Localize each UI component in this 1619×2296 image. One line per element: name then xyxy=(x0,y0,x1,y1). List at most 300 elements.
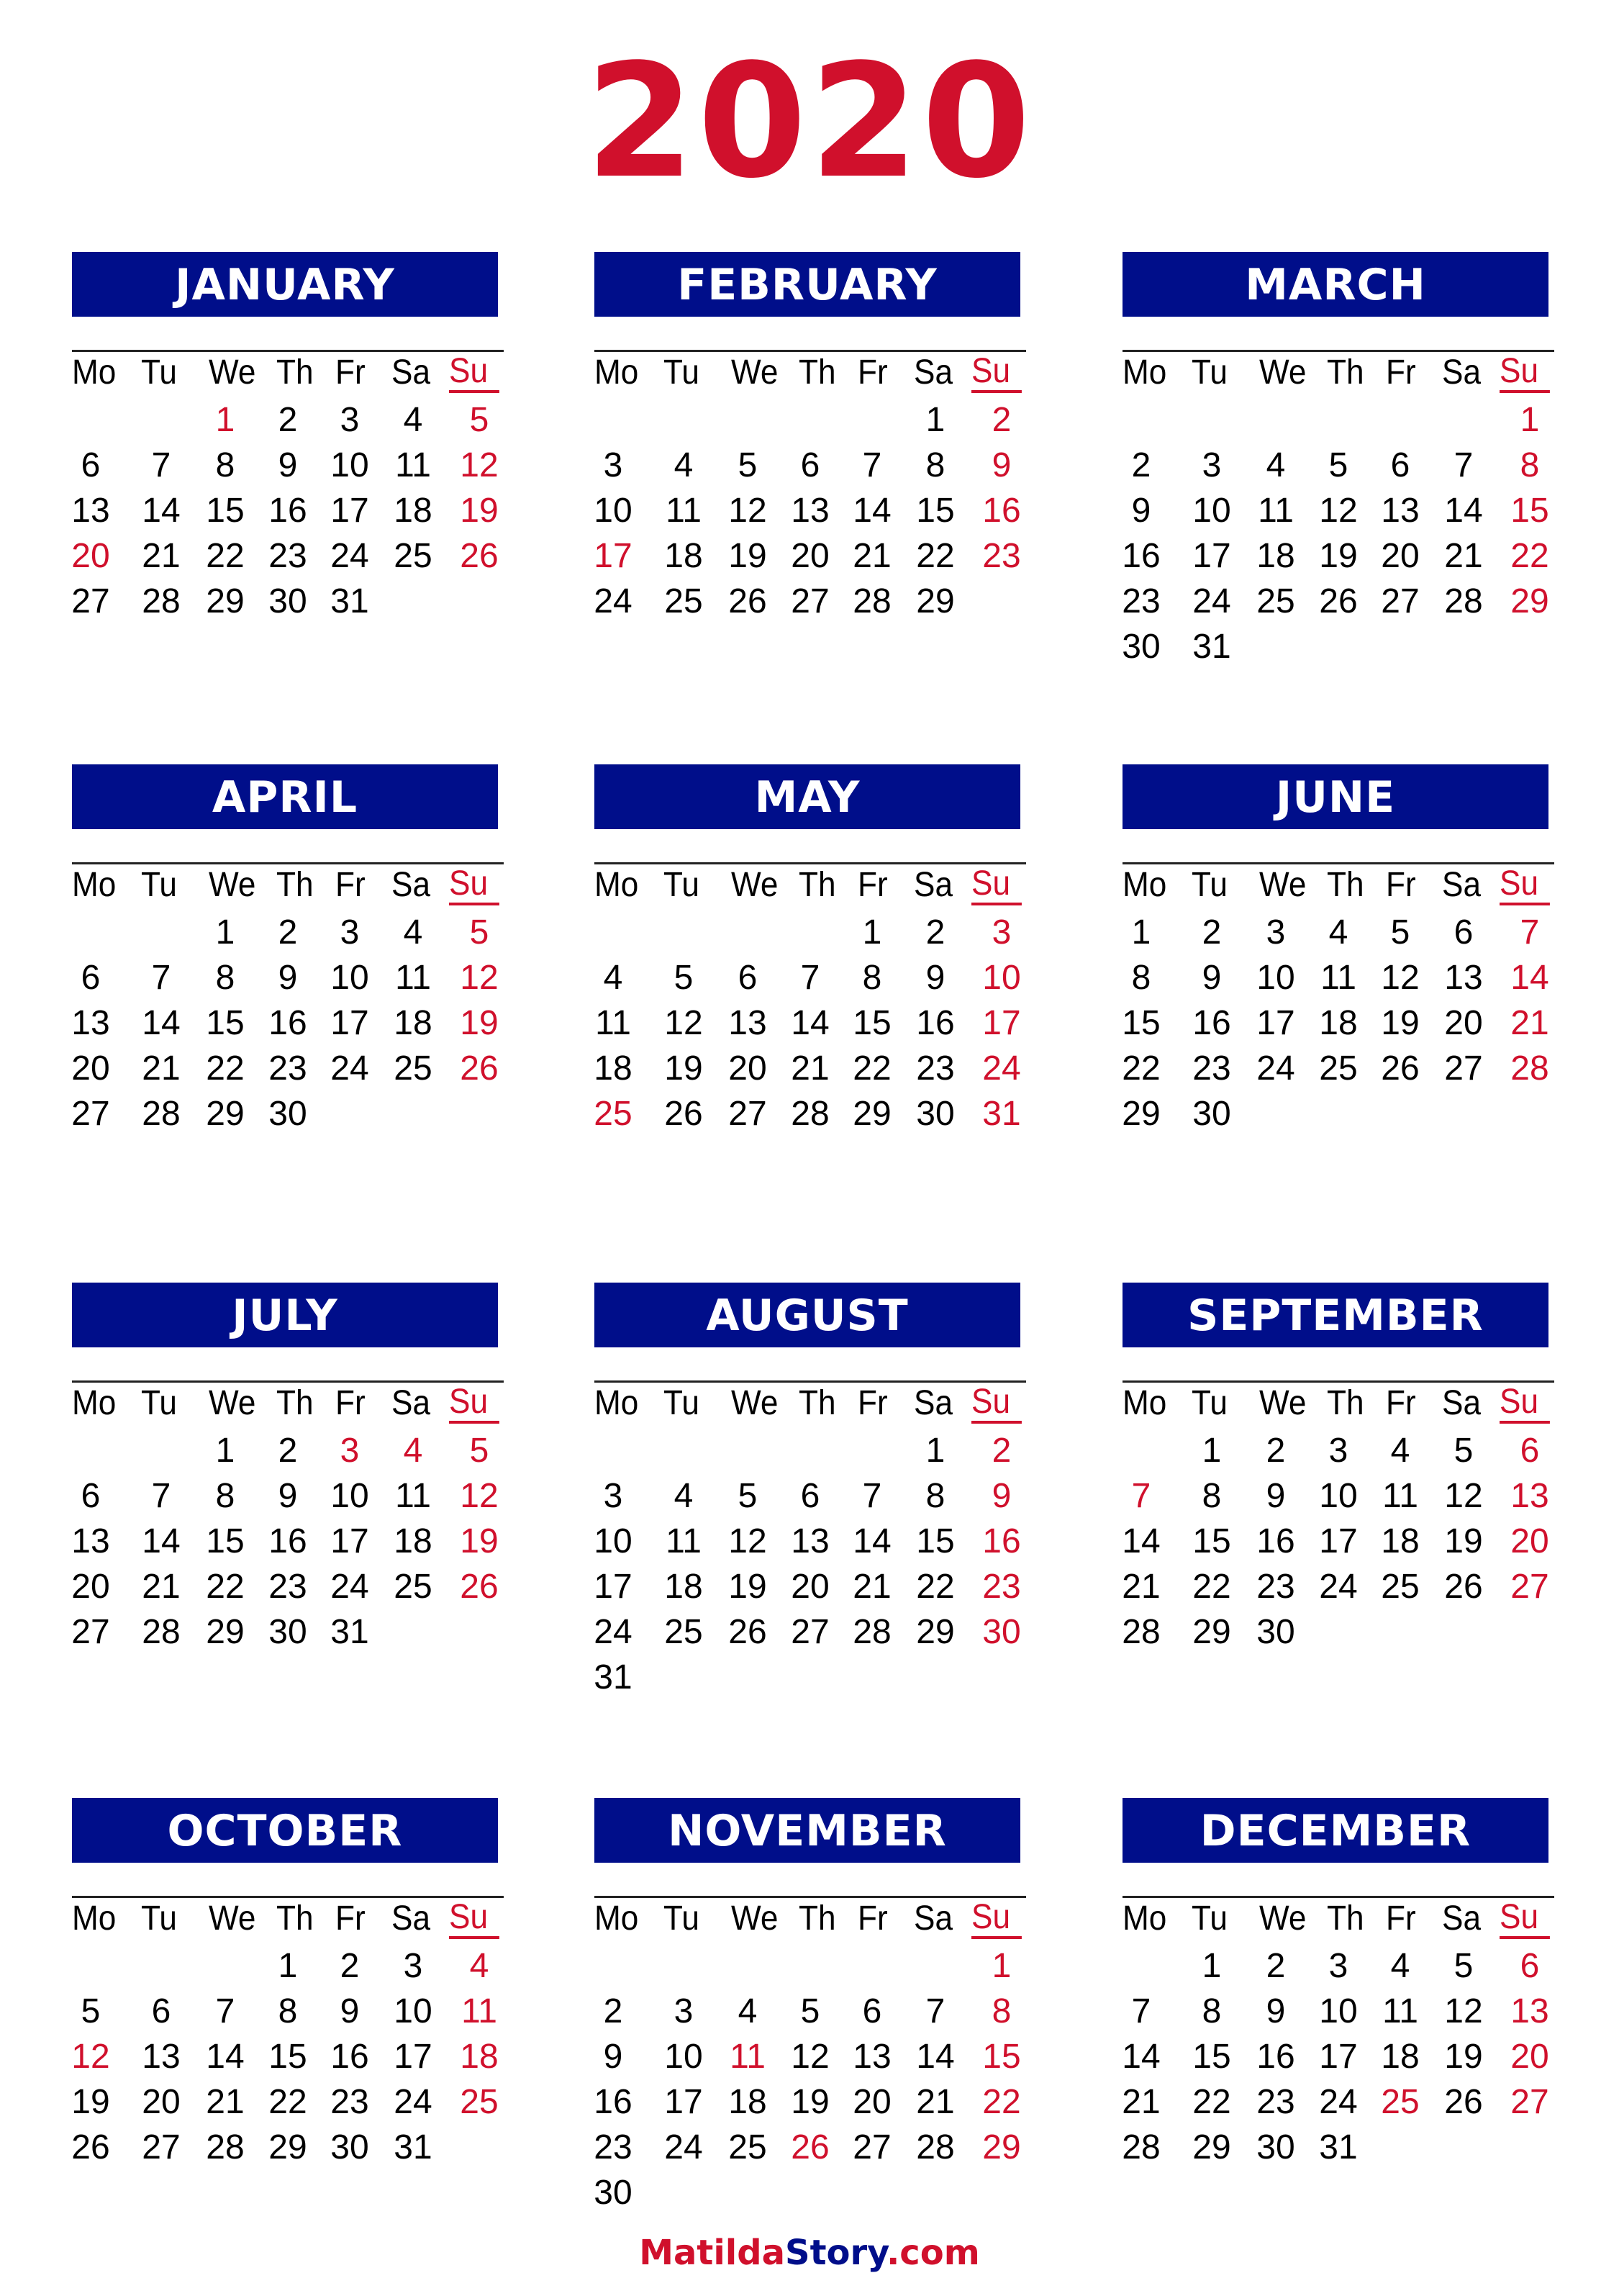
weekday-row xyxy=(594,1899,1026,1939)
week-row xyxy=(594,579,1026,624)
day-cell: 4 xyxy=(674,446,694,484)
day-cell: 30 xyxy=(1192,1095,1231,1133)
week-row xyxy=(72,1091,504,1136)
weekday-label: We xyxy=(731,1384,779,1422)
day-cell: 28 xyxy=(142,1613,181,1651)
day-cell: 19 xyxy=(728,537,767,575)
weekday-label: Sa xyxy=(391,353,431,392)
day-cell: 20 xyxy=(1444,1004,1483,1042)
weekday-label: We xyxy=(209,1899,256,1938)
day-cell: 18 xyxy=(664,537,703,575)
day-cell: 3 xyxy=(992,913,1012,952)
day-cell: 9 xyxy=(340,1992,360,2030)
day-cell: 11 xyxy=(395,446,431,484)
day-cell: 11 xyxy=(395,1477,431,1515)
day-cell: 29 xyxy=(982,2128,1021,2166)
day-cell: 21 xyxy=(853,1568,892,1606)
day-cell: 30 xyxy=(916,1095,955,1133)
weekday-label: Th xyxy=(799,1899,836,1938)
day-cell: 25 xyxy=(1381,2083,1420,2121)
day-cell: 13 xyxy=(728,1004,767,1042)
weekday-label: Tu xyxy=(663,1899,699,1938)
week-row xyxy=(1123,1519,1554,1564)
day-cell: 29 xyxy=(206,582,245,620)
day-cell: 3 xyxy=(603,446,623,484)
day-cell: 14 xyxy=(142,1004,181,1042)
weekday-label: Tu xyxy=(663,353,699,392)
day-cell: 21 xyxy=(853,537,892,575)
day-cell: 13 xyxy=(791,492,830,530)
day-cell: 29 xyxy=(268,2128,307,2166)
weekday-label: Su xyxy=(1500,353,1550,393)
month-november xyxy=(594,1798,1026,2266)
weekday-label: Tu xyxy=(141,353,177,392)
day-cell: 26 xyxy=(71,2128,110,2166)
day-cell: 4 xyxy=(403,401,423,439)
day-cell: 19 xyxy=(728,1568,767,1606)
footer-part-story: Story xyxy=(785,2233,887,2273)
week-row xyxy=(594,533,1026,579)
month-february xyxy=(594,252,1026,720)
day-cell: 17 xyxy=(394,2038,432,2076)
day-cell: 13 xyxy=(1510,1992,1549,2030)
day-cell: 18 xyxy=(664,1568,703,1606)
day-cell: 26 xyxy=(728,582,767,620)
day-cell: 22 xyxy=(916,537,955,575)
day-grid xyxy=(594,397,1026,624)
weekday-label: We xyxy=(209,866,256,904)
day-cell: 6 xyxy=(800,1477,820,1515)
weekday-label: Sa xyxy=(1442,353,1482,392)
day-cell: 1 xyxy=(925,1432,945,1470)
month-september xyxy=(1123,1283,1554,1750)
day-cell: 18 xyxy=(394,1522,432,1560)
day-cell: 8 xyxy=(925,1477,945,1515)
week-row xyxy=(72,1519,504,1564)
week-row xyxy=(72,1428,504,1473)
day-cell: 20 xyxy=(791,537,830,575)
day-cell: 9 xyxy=(278,1477,298,1515)
day-cell: 24 xyxy=(330,537,369,575)
header-rule xyxy=(72,1896,504,1898)
day-cell: 17 xyxy=(330,492,369,530)
day-cell: 13 xyxy=(71,1004,110,1042)
day-cell: 16 xyxy=(982,1522,1021,1560)
weekday-label: Su xyxy=(1500,865,1550,905)
day-cell: 23 xyxy=(916,1049,955,1088)
day-cell: 6 xyxy=(1390,446,1410,484)
day-cell: 18 xyxy=(594,1049,632,1088)
weekday-label: Th xyxy=(1327,353,1364,392)
day-cell: 27 xyxy=(1510,1568,1549,1606)
weekday-label: Mo xyxy=(72,1384,117,1422)
week-row xyxy=(1123,1000,1554,1046)
day-cell: 21 xyxy=(1122,1568,1161,1606)
day-cell: 23 xyxy=(1256,2083,1295,2121)
day-cell: 31 xyxy=(330,582,369,620)
day-cell: 19 xyxy=(460,1522,499,1560)
day-cell: 15 xyxy=(853,1004,892,1042)
weekday-label: Th xyxy=(276,1384,314,1422)
day-cell: 28 xyxy=(206,2128,245,2166)
day-cell: 13 xyxy=(142,2038,181,2076)
day-cell: 20 xyxy=(1510,2038,1549,2076)
day-cell: 22 xyxy=(206,1049,245,1088)
day-cell: 26 xyxy=(728,1613,767,1651)
weekday-label: Mo xyxy=(1123,1384,1167,1422)
day-cell: 29 xyxy=(916,582,955,620)
day-cell: 25 xyxy=(728,2128,767,2166)
day-cell: 3 xyxy=(340,913,360,952)
day-cell: 10 xyxy=(1192,492,1231,530)
week-row xyxy=(594,1428,1026,1473)
day-cell: 31 xyxy=(330,1613,369,1651)
weekday-label: Tu xyxy=(1192,1899,1228,1938)
week-row xyxy=(594,397,1026,443)
day-cell: 19 xyxy=(1444,1522,1483,1560)
day-cell: 15 xyxy=(268,2038,307,2076)
day-cell: 16 xyxy=(1256,2038,1295,2076)
day-cell: 15 xyxy=(982,2038,1021,2076)
day-cell: 17 xyxy=(664,2083,703,2121)
weekday-label: Th xyxy=(276,1899,314,1938)
weekday-label: Mo xyxy=(594,353,639,392)
day-cell: 14 xyxy=(1122,1522,1161,1560)
day-cell: 1 xyxy=(862,913,882,952)
weekday-row xyxy=(594,353,1026,393)
weekday-label: Tu xyxy=(141,1384,177,1422)
month-march xyxy=(1123,252,1554,720)
day-cell: 6 xyxy=(1520,1432,1540,1470)
weekday-label: Su xyxy=(449,1383,499,1424)
day-cell: 9 xyxy=(278,446,298,484)
day-cell: 6 xyxy=(738,959,758,997)
day-cell: 3 xyxy=(603,1477,623,1515)
week-row xyxy=(1123,579,1554,624)
day-cell: 31 xyxy=(1192,628,1231,666)
day-cell: 16 xyxy=(1122,537,1161,575)
header-rule xyxy=(1123,1896,1554,1898)
day-cell: 25 xyxy=(664,582,703,620)
month-header: JUNE xyxy=(1123,764,1548,829)
day-cell: 19 xyxy=(1444,2038,1483,2076)
day-cell: 20 xyxy=(71,1049,110,1088)
day-cell: 10 xyxy=(394,1992,432,2030)
day-cell: 16 xyxy=(330,2038,369,2076)
day-cell: 8 xyxy=(1520,446,1540,484)
weekday-label: Su xyxy=(1500,1383,1550,1424)
day-cell: 25 xyxy=(394,1568,432,1606)
day-cell: 9 xyxy=(992,446,1012,484)
day-cell: 13 xyxy=(71,492,110,530)
day-cell: 29 xyxy=(206,1095,245,1133)
day-cell: 24 xyxy=(982,1049,1021,1088)
week-row xyxy=(1123,955,1554,1000)
day-cell: 5 xyxy=(81,1992,101,2030)
day-cell: 16 xyxy=(916,1004,955,1042)
day-cell: 22 xyxy=(1192,2083,1231,2121)
day-cell: 26 xyxy=(460,537,499,575)
month-october xyxy=(72,1798,504,2266)
day-cell: 9 xyxy=(992,1477,1012,1515)
day-grid xyxy=(72,910,504,1136)
day-cell: 18 xyxy=(728,2083,767,2121)
day-cell: 28 xyxy=(1122,1613,1161,1651)
day-cell: 4 xyxy=(403,913,423,952)
day-cell: 22 xyxy=(206,537,245,575)
week-row xyxy=(1123,488,1554,533)
day-cell: 28 xyxy=(1122,2128,1161,2166)
month-header: APRIL xyxy=(72,764,498,829)
day-cell: 1 xyxy=(1202,1432,1222,1470)
day-cell: 30 xyxy=(268,1613,307,1651)
day-cell: 30 xyxy=(982,1613,1021,1651)
week-row xyxy=(1123,533,1554,579)
weekday-label: Mo xyxy=(1123,1899,1167,1938)
day-cell: 1 xyxy=(215,913,235,952)
weekday-row xyxy=(594,865,1026,905)
week-row xyxy=(1123,1428,1554,1473)
day-cell: 17 xyxy=(1192,537,1231,575)
day-cell: 10 xyxy=(1256,959,1295,997)
day-cell: 27 xyxy=(142,2128,181,2166)
day-cell: 18 xyxy=(394,492,432,530)
header-rule xyxy=(594,862,1026,864)
day-cell: 12 xyxy=(1381,959,1420,997)
day-cell: 11 xyxy=(461,1992,497,2030)
day-cell: 6 xyxy=(151,1992,171,2030)
day-cell: 23 xyxy=(982,537,1021,575)
day-cell: 19 xyxy=(664,1049,703,1088)
week-row xyxy=(72,1609,504,1655)
day-cell: 12 xyxy=(460,959,499,997)
day-cell: 5 xyxy=(738,1477,758,1515)
day-cell: 3 xyxy=(674,1992,694,2030)
day-cell: 10 xyxy=(330,959,369,997)
day-cell: 4 xyxy=(1390,1947,1410,1985)
day-cell: 6 xyxy=(1520,1947,1540,1985)
day-cell: 2 xyxy=(1266,1432,1286,1470)
weekday-label: We xyxy=(209,353,256,392)
month-header: DECEMBER xyxy=(1123,1798,1548,1863)
day-cell: 16 xyxy=(594,2083,632,2121)
day-cell: 14 xyxy=(853,492,892,530)
weekday-label: Fr xyxy=(335,866,366,904)
weekday-label: Fr xyxy=(1386,866,1416,904)
weekday-label: Sa xyxy=(914,866,953,904)
day-cell: 7 xyxy=(1520,913,1540,952)
day-cell: 21 xyxy=(142,1568,181,1606)
week-row xyxy=(594,2125,1026,2170)
day-cell: 2 xyxy=(278,1432,298,1470)
day-cell: 27 xyxy=(791,582,830,620)
weekday-label: Th xyxy=(1327,1899,1364,1938)
week-row xyxy=(1123,1989,1554,2034)
weekday-label: Th xyxy=(276,353,314,392)
day-cell: 12 xyxy=(1444,1477,1483,1515)
day-cell: 3 xyxy=(1328,1432,1348,1470)
weekday-label: Tu xyxy=(141,866,177,904)
day-cell: 7 xyxy=(151,446,171,484)
weekday-label: Fr xyxy=(858,1899,888,1938)
day-cell: 28 xyxy=(791,1095,830,1133)
month-august xyxy=(594,1283,1026,1750)
day-cell: 29 xyxy=(1192,1613,1231,1651)
day-cell: 15 xyxy=(206,1522,245,1560)
day-cell: 22 xyxy=(268,2083,307,2121)
day-cell: 22 xyxy=(982,2083,1021,2121)
day-cell: 13 xyxy=(1510,1477,1549,1515)
day-cell: 29 xyxy=(206,1613,245,1651)
day-cell: 5 xyxy=(1454,1947,1474,1985)
week-row xyxy=(1123,1046,1554,1091)
weekday-label: Tu xyxy=(663,866,699,904)
weekday-label: Fr xyxy=(335,1899,366,1938)
day-cell: 24 xyxy=(330,1568,369,1606)
day-cell: 24 xyxy=(330,1049,369,1088)
weekday-label: We xyxy=(731,353,779,392)
day-cell: 24 xyxy=(394,2083,432,2121)
weekday-label: Th xyxy=(799,353,836,392)
day-cell: 10 xyxy=(594,492,632,530)
day-cell: 9 xyxy=(278,959,298,997)
weekday-label: Su xyxy=(449,865,499,905)
weekday-label: Mo xyxy=(594,1384,639,1422)
month-header: MARCH xyxy=(1123,252,1548,317)
month-july xyxy=(72,1283,504,1750)
day-cell: 14 xyxy=(1510,959,1549,997)
day-cell: 16 xyxy=(268,1004,307,1042)
day-cell: 28 xyxy=(1510,1049,1549,1088)
day-cell: 13 xyxy=(1381,492,1420,530)
week-row xyxy=(72,443,504,488)
day-cell: 23 xyxy=(330,2083,369,2121)
day-cell: 1 xyxy=(992,1947,1012,1985)
day-cell: 25 xyxy=(664,1613,703,1651)
weekday-label: We xyxy=(731,1899,779,1938)
day-cell: 1 xyxy=(278,1947,298,1985)
day-cell: 12 xyxy=(728,1522,767,1560)
day-cell: 5 xyxy=(1454,1432,1474,1470)
week-row xyxy=(594,1046,1026,1091)
day-cell: 8 xyxy=(1131,959,1151,997)
day-cell: 17 xyxy=(1256,1004,1295,1042)
day-cell: 28 xyxy=(853,1613,892,1651)
day-cell: 11 xyxy=(595,1004,631,1042)
day-cell: 5 xyxy=(469,401,489,439)
week-row xyxy=(72,910,504,955)
weekday-label: Fr xyxy=(335,1384,366,1422)
header-rule xyxy=(1123,1380,1554,1383)
day-cell: 8 xyxy=(215,1477,235,1515)
day-cell: 18 xyxy=(1319,1004,1358,1042)
header-rule xyxy=(594,1896,1026,1898)
day-cell: 20 xyxy=(728,1049,767,1088)
week-row xyxy=(1123,1564,1554,1609)
day-cell: 10 xyxy=(1319,1477,1358,1515)
day-cell: 7 xyxy=(1454,446,1474,484)
day-cell: 26 xyxy=(460,1049,499,1088)
day-cell: 12 xyxy=(791,2038,830,2076)
week-row xyxy=(72,1564,504,1609)
month-header: JANUARY xyxy=(72,252,498,317)
day-cell: 26 xyxy=(460,1568,499,1606)
day-cell: 25 xyxy=(1256,582,1295,620)
day-cell: 15 xyxy=(1192,2038,1231,2076)
day-cell: 17 xyxy=(594,1568,632,1606)
weekday-label: Sa xyxy=(391,1899,431,1938)
day-cell: 5 xyxy=(800,1992,820,2030)
month-header: JULY xyxy=(72,1283,498,1347)
weekday-label: Tu xyxy=(1192,1384,1228,1422)
day-cell: 10 xyxy=(1319,1992,1358,2030)
footer-website[interactable] xyxy=(0,2231,1619,2274)
day-cell: 31 xyxy=(982,1095,1021,1133)
weekday-label: Tu xyxy=(1192,866,1228,904)
day-cell: 23 xyxy=(268,537,307,575)
day-cell: 21 xyxy=(1444,537,1483,575)
header-rule xyxy=(72,862,504,864)
month-header: FEBRUARY xyxy=(594,252,1020,317)
day-cell: 4 xyxy=(1328,913,1348,952)
day-grid xyxy=(1123,397,1554,669)
weekday-label: Sa xyxy=(1442,1384,1482,1422)
weekday-label: Fr xyxy=(335,353,366,392)
day-cell: 22 xyxy=(1122,1049,1161,1088)
day-cell: 12 xyxy=(71,2038,110,2076)
footer-part-domain: .com xyxy=(886,2233,980,2273)
day-cell: 2 xyxy=(925,913,945,952)
week-row xyxy=(594,2034,1026,2079)
month-header: NOVEMBER xyxy=(594,1798,1020,1863)
weekday-row xyxy=(594,1383,1026,1424)
day-cell: 30 xyxy=(330,2128,369,2166)
day-cell: 31 xyxy=(1319,2128,1358,2166)
weekday-label: Th xyxy=(799,866,836,904)
day-cell: 16 xyxy=(1192,1004,1231,1042)
day-cell: 20 xyxy=(1381,537,1420,575)
day-cell: 6 xyxy=(81,959,101,997)
weekday-label: Fr xyxy=(858,866,888,904)
day-cell: 4 xyxy=(603,959,623,997)
day-cell: 19 xyxy=(460,492,499,530)
day-cell: 2 xyxy=(278,913,298,952)
day-cell: 18 xyxy=(1381,1522,1420,1560)
day-cell: 26 xyxy=(664,1095,703,1133)
day-cell: 3 xyxy=(1266,913,1286,952)
day-cell: 14 xyxy=(1444,492,1483,530)
day-cell: 3 xyxy=(340,1432,360,1470)
weekday-label: Sa xyxy=(1442,1899,1482,1938)
day-cell: 6 xyxy=(800,446,820,484)
day-cell: 4 xyxy=(674,1477,694,1515)
week-row xyxy=(72,1943,504,1989)
day-cell: 4 xyxy=(1266,446,1286,484)
week-row xyxy=(594,1564,1026,1609)
day-cell: 12 xyxy=(460,1477,499,1515)
day-cell: 26 xyxy=(1444,2083,1483,2121)
weekday-label: Mo xyxy=(72,1899,117,1938)
month-header: OCTOBER xyxy=(72,1798,498,1863)
week-row xyxy=(1123,1473,1554,1519)
day-cell: 26 xyxy=(1319,582,1358,620)
day-cell: 27 xyxy=(853,2128,892,2166)
day-grid xyxy=(594,910,1026,1136)
day-cell: 1 xyxy=(925,401,945,439)
week-row xyxy=(72,488,504,533)
day-cell: 7 xyxy=(1131,1992,1151,2030)
day-cell: 11 xyxy=(1258,492,1294,530)
